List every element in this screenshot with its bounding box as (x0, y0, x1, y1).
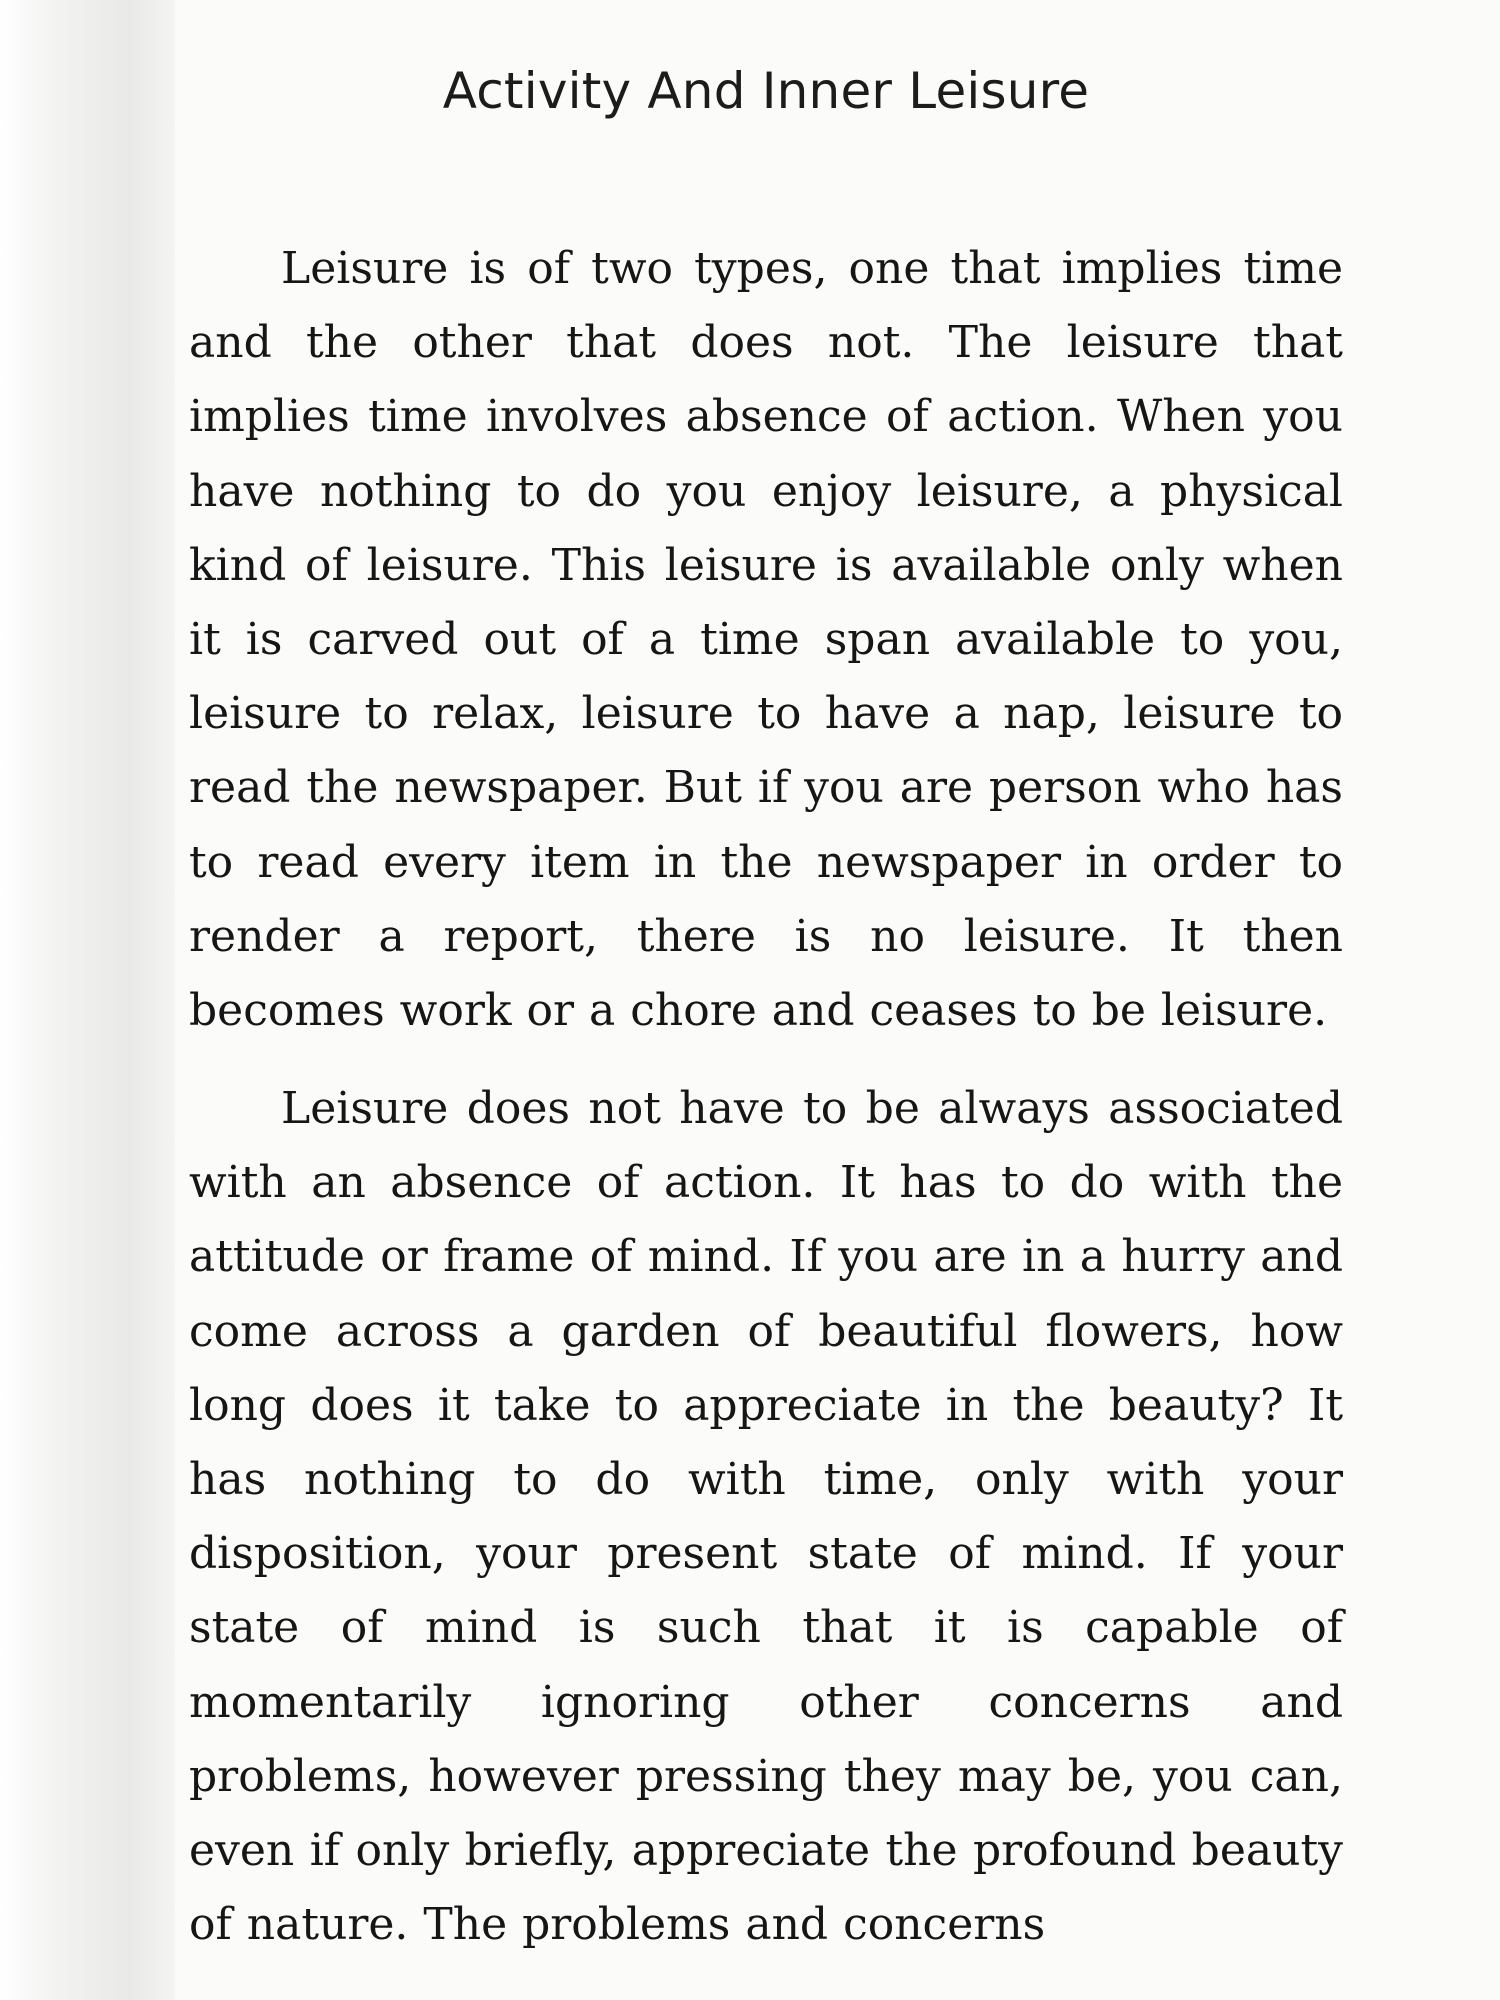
chapter-title: Activity And Inner Leisure (442, 62, 1090, 120)
body-paragraph: Leisure is of two types, one that implies time and the other that does not. The leisure that implies time involves absence of action. When you have nothing to do you enjoy leisure, a physical kind of leisure. This leisure is available only when it is carved out of a time span available to you, leisure to relax, leisure to have a nap, leisure to read the newspaper. But if you are person who has to read every item in the newspaper in order to render a report, there is no leisure. It then becomes work or a chore and ceases to be leisure. (189, 243, 1343, 1037)
gutter-shadow (0, 0, 175, 2000)
body-paragraph: Leisure does not have to be always associated with an absence of action. It has to do with the attitude or frame of mind. If you are in a hurry and come across a garden of beautiful flowers, how long does it take to appreciate in the beauty? It has nothing to do with time, only with your disposition, your present state of mind. If your state of mind is such that it is capable of momentarily ignoring other concerns and problems, however pressing they may be, you can, even if only briefly, appreciate the profound beauty of nature. The problems and concerns (189, 1083, 1343, 1951)
